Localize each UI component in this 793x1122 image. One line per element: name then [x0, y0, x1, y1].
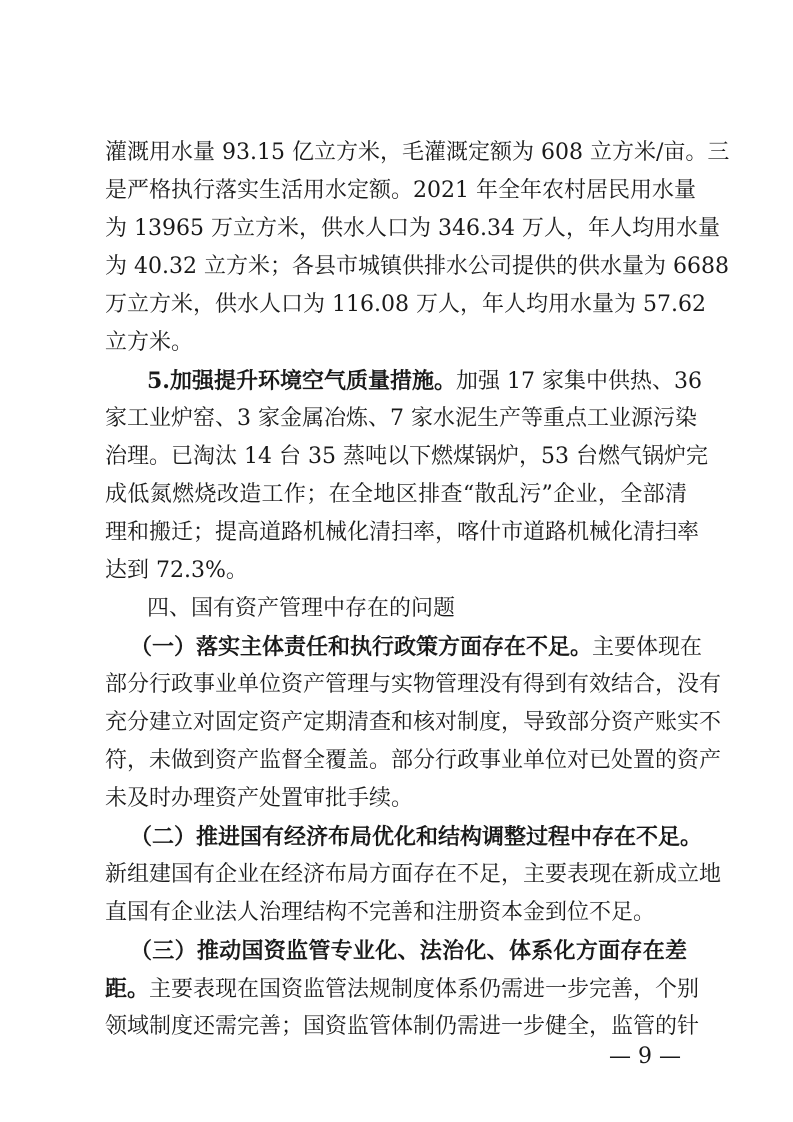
paragraph-line — [105, 969, 700, 1009]
text-line: 为 40.32 立方米；各县市城镇供排水公司提供的供水量为 6688 — [105, 254, 729, 279]
text-line: 理和搬迁；提高道路机械化清扫率，喀什市道路机械化清扫率 — [105, 520, 700, 545]
text-line: 是严格执行落实生活用水定额。2021 年全年农村居民用水量 — [105, 178, 696, 203]
text-line: 立方米。 — [105, 330, 194, 355]
text-line: 为 13965 万立方米，供水人口为 346.34 万人，年人均用水量 — [105, 216, 720, 241]
text-run: 主要体现在 — [592, 635, 703, 660]
text-line: 万立方米，供水人口为 116.08 万人，年人均用水量为 57.62 — [105, 292, 706, 317]
text-line: 部分行政事业单位资产管理与实物管理没有得到有效结合，没有 — [105, 672, 722, 697]
section-heading: 四、国有资产管理中存在的问题 — [147, 596, 456, 621]
text-line: 治理。已淘汰 14 台 35 蒸吨以下燃煤锅炉，53 台燃气锅炉完 — [105, 444, 708, 469]
item-heading-continuation: 距。 — [105, 976, 150, 1002]
paragraph-heading: 5.加强提升环境空气质量措施。 — [147, 368, 456, 394]
text-line: 领域制度还需完善；国资监管体制仍需进一步健全，监管的针 — [105, 1014, 700, 1039]
item-heading: （二）推进国有经济布局优化和结构调整过程中存在不足。 — [130, 824, 703, 850]
text-line: 未及时办理资产处置审批手续。 — [105, 786, 414, 811]
text-line: 灌溉用水量 93.15 亿立方米，毛灌溉定额为 608 立方米/亩。三 — [105, 140, 730, 165]
item-heading: （三）推动国资监管专业化、法治化、体系化方面存在差 — [130, 938, 687, 964]
text-line: 新组建国有企业在经济布局方面存在不足，主要表现在新成立地 — [105, 862, 722, 887]
text-line: 符，未做到资产监督全覆盖。部分行政事业单位对已处置的资产 — [105, 748, 722, 773]
page-number: — 9 — — [609, 1044, 681, 1069]
text-line: 充分建立对固定资产定期清查和核对制度，导致部分资产账实不 — [105, 710, 722, 735]
text-line: 家工业炉窑、3 家金属冶炼、7 家水泥生产等重点工业源污染 — [105, 406, 697, 431]
text-line: 达到 72.3%。 — [105, 558, 248, 583]
paragraph-first-line — [130, 627, 703, 667]
text-run: 加强 17 家集中供热、36 — [455, 369, 702, 394]
item-heading: （一）落实主体责任和执行政策方面存在不足。 — [130, 634, 593, 660]
text-line: 直国有企业法人治理结构不完善和注册资本金到位不足。 — [105, 900, 656, 925]
paragraph-first-line — [147, 361, 702, 401]
text-run: 主要表现在国资监管法规制度体系仍需进一步完善，个别 — [149, 977, 700, 1002]
text-line: 成低氮燃烧改造工作；在全地区排查“散乱污”企业，全部清 — [105, 482, 687, 507]
